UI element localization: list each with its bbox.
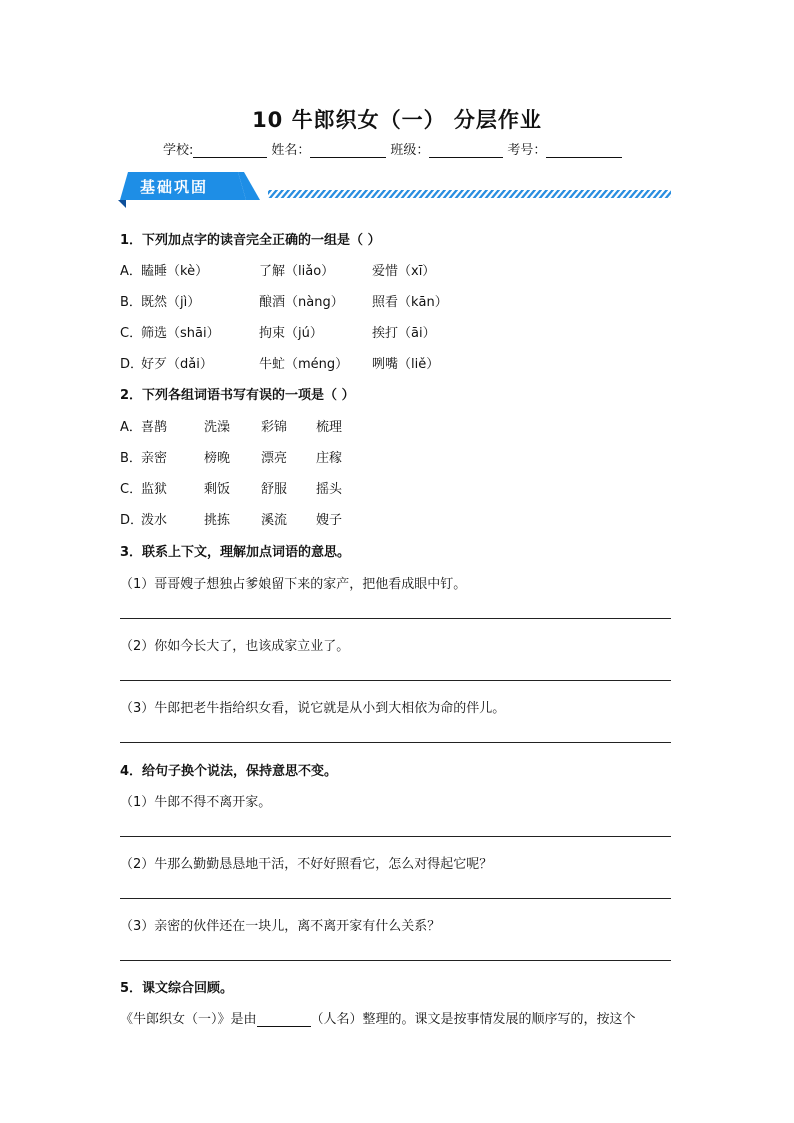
school-label: 学校: (163, 143, 194, 158)
name-label: 姓名： (271, 143, 311, 158)
option-item: 庄稼 (316, 451, 343, 466)
section-banner (118, 170, 674, 210)
option-letter: B． (120, 451, 142, 466)
q3-sub-2: （2）你如今长大了，也该成家立业了。 (120, 639, 350, 654)
option-item: 酿酒（nàng） (259, 295, 344, 310)
option-item: 挨打（āi） (372, 326, 436, 341)
class-blank[interactable] (429, 143, 503, 158)
option-item: 牛虻（méng） (259, 357, 349, 372)
q3-answer-line-1[interactable] (120, 618, 671, 619)
option-item: 泼水 (141, 513, 168, 528)
q5-title: 5．课文综合回顾。 (120, 981, 234, 996)
option-item: 爱惜（xī） (372, 264, 436, 279)
page-title: 10 牛郎织女（一） 分层作业 (252, 108, 542, 132)
option-letter: A． (120, 264, 142, 279)
option-item: 瞌睡（kè） (141, 264, 209, 279)
option-item: 筛选（shāi） (141, 326, 220, 341)
option-item: 好歹（dǎi） (141, 357, 213, 372)
option-item: 喜鹊 (141, 420, 168, 435)
q2-title: 2．下列各组词语书写有误的一项是（ ） (120, 388, 355, 403)
q4-answer-line-3[interactable] (120, 960, 671, 961)
q3-sub-1: （1）哥哥嫂子想独占爹娘留下来的家产，把他看成眼中钉。 (120, 577, 467, 592)
option-item: 亲密 (141, 451, 168, 466)
q3-sub-3: （3）牛郎把老牛指给织女看，说它就是从小到大相依为命的伴儿。 (120, 701, 506, 716)
q4-sub-1: （1）牛郎不得不离开家。 (120, 795, 272, 810)
q4-answer-line-1[interactable] (120, 836, 671, 837)
q4-sub-2: （2）牛那么勤勤恳恳地干活，不好好照看它，怎么对得起它呢？ (120, 857, 493, 872)
option-letter: C． (120, 482, 143, 497)
option-item: 照看（kān） (372, 295, 448, 310)
q1-title: 1．下列加点字的读音完全正确的一组是（ ） (120, 233, 381, 248)
section-label: 基础巩固 (140, 178, 209, 196)
name-blank[interactable] (310, 143, 386, 158)
student-info-line (163, 139, 626, 158)
class-label: 班级： (390, 143, 430, 158)
q4-sub-3: （3）亲密的伙伴还在一块儿，离不离开家有什么关系？ (120, 919, 441, 934)
number-blank[interactable] (546, 143, 622, 158)
number-label: 考号： (507, 143, 547, 158)
option-item: 彩锦 (261, 420, 288, 435)
option-letter: D． (120, 357, 144, 372)
option-letter: B． (120, 295, 142, 310)
q4-title: 4．给句子换个说法，保持意思不变。 (120, 764, 338, 779)
option-item: 监狱 (141, 482, 168, 497)
q3-answer-line-3[interactable] (120, 742, 671, 743)
q5-author-blank[interactable] (257, 1014, 311, 1027)
option-item: 了解（liǎo） (259, 264, 335, 279)
option-item: 摇头 (316, 482, 343, 497)
option-item: 咧嘴（liě） (372, 357, 440, 372)
option-letter: C． (120, 326, 143, 341)
q4-answer-line-2[interactable] (120, 898, 671, 899)
option-item: 溪流 (261, 513, 288, 528)
option-item: 梳理 (316, 420, 343, 435)
option-item: 舒服 (261, 482, 288, 497)
option-item: 既然（jì） (141, 295, 201, 310)
option-item: 剩饭 (204, 482, 231, 497)
q3-answer-line-2[interactable] (120, 680, 671, 681)
school-blank[interactable] (193, 143, 267, 158)
q5-text-before: 《牛郎织女（一）》是由 (120, 1012, 257, 1027)
option-item: 挑拣 (204, 513, 231, 528)
option-item: 洗澡 (204, 420, 231, 435)
option-item: 榜晚 (204, 451, 231, 466)
option-letter: A． (120, 420, 142, 435)
option-item: 漂亮 (261, 451, 288, 466)
q3-title: 3．联系上下文，理解加点词语的意思。 (120, 545, 351, 560)
option-item: 嫂子 (316, 513, 343, 528)
option-item: 拘束（jú） (259, 326, 323, 341)
q5-paragraph (120, 1008, 680, 1027)
option-letter: D． (120, 513, 144, 528)
q5-text-after: （人名）整理的。课文是按事情发展的顺序写的，按这个 (310, 1012, 636, 1027)
